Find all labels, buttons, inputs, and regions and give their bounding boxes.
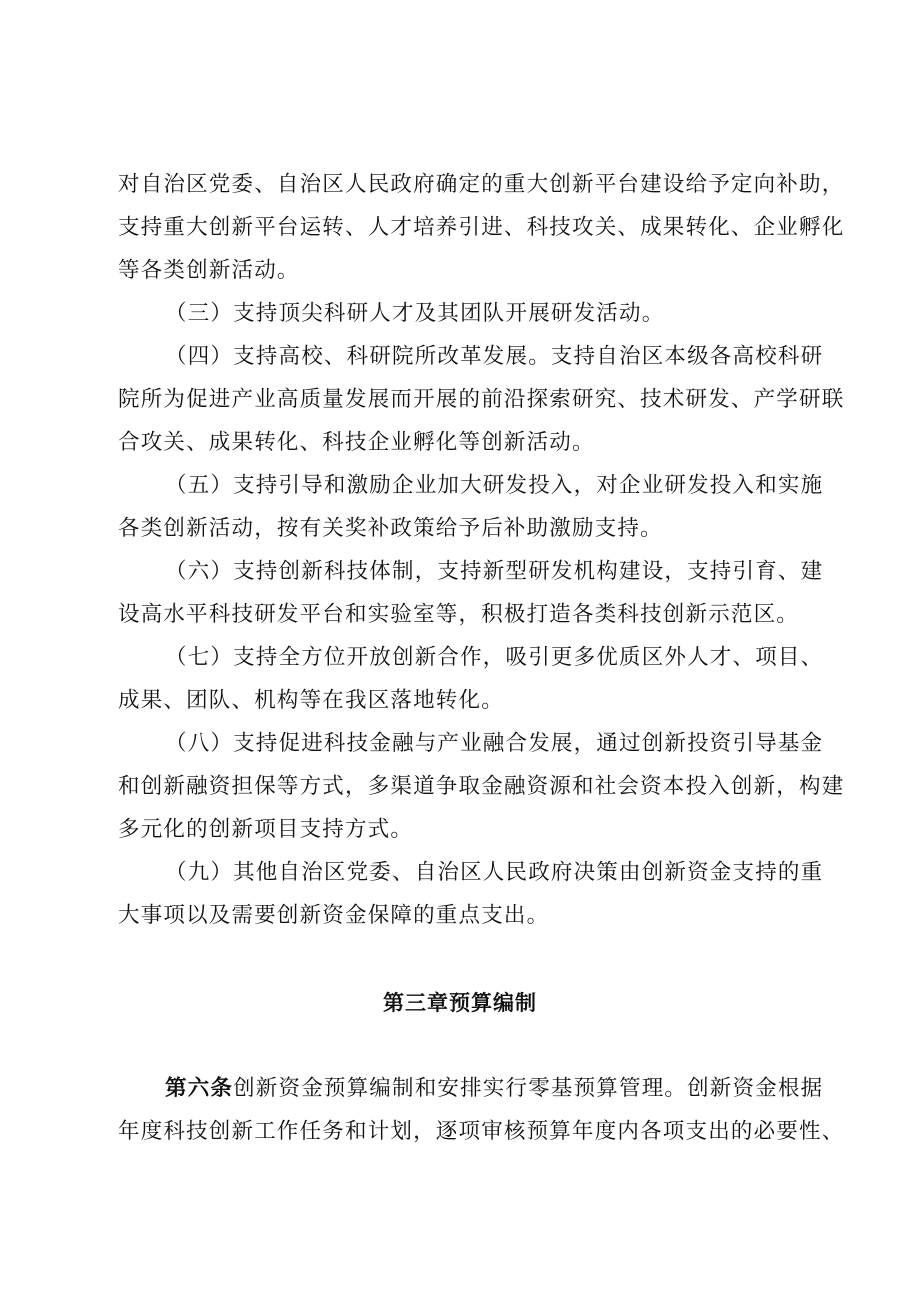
paragraph-line: （三）支持顶尖科研人才及其团队开展研发活动。 <box>165 301 665 326</box>
article-text: 创新资金预算编制和安排实行零基预算管理。创新资金根据 <box>233 1076 824 1101</box>
paragraph-line: （五）支持引导和激励企业加大研发投入，对企业研发投入和实施 <box>165 473 824 498</box>
paragraph-line: （四）支持高校、科研院所改革发展。支持自治区本级各高校科研 <box>165 344 824 369</box>
paragraph-line: 成果、团队、机构等在我区落地转化。 <box>118 688 504 713</box>
paragraph-line: （九）其他自治区党委、自治区人民政府决策由创新资金支持的重 <box>165 860 824 885</box>
paragraph-line: 设高水平科技研发平台和实验室等，积极打造各类科技创新示范区。 <box>118 602 800 627</box>
paragraph-line: 支持重大创新平台运转、人才培养引进、科技攻关、成果转化、企业孵化 <box>118 215 845 240</box>
paragraph-line: （六）支持创新科技体制，支持新型研发机构建设，支持引育、建 <box>165 559 824 584</box>
paragraph-line: 年度科技创新工作任务和计划，逐项审核预算年度内各项支出的必要性、 <box>118 1119 845 1144</box>
article-number: 第六条 <box>165 1076 234 1101</box>
paragraph-line: 多元化的创新项目支持方式。 <box>118 817 414 842</box>
article-six-line <box>165 1074 824 1104</box>
paragraph-line: 各类创新活动，按有关奖补政策给予后补助激励支持。 <box>118 516 663 541</box>
paragraph-line: （七）支持全方位开放创新合作，吸引更多优质区外人才、项目、 <box>165 645 824 670</box>
paragraph-line: 和创新融资担保等方式，多渠道争取金融资源和社会资本投入创新，构建 <box>118 774 845 799</box>
paragraph-line: 等各类创新活动。 <box>118 258 300 283</box>
paragraph-line: 院所为促进产业高质量发展而开展的前沿探索研究、技术研发、产学研联 <box>118 387 845 412</box>
chapter-heading: 第三章预算编制 <box>383 991 537 1015</box>
paragraph-line: 对自治区党委、自治区人民政府确定的重大创新平台建设给予定向补助， <box>118 172 845 197</box>
paragraph-line: 大事项以及需要创新资金保障的重点支出。 <box>118 903 550 928</box>
paragraph-line: （八）支持促进科技金融与产业融合发展，通过创新投资引导基金 <box>165 731 824 756</box>
paragraph-line: 合攻关、成果转化、科技企业孵化等创新活动。 <box>118 430 595 455</box>
